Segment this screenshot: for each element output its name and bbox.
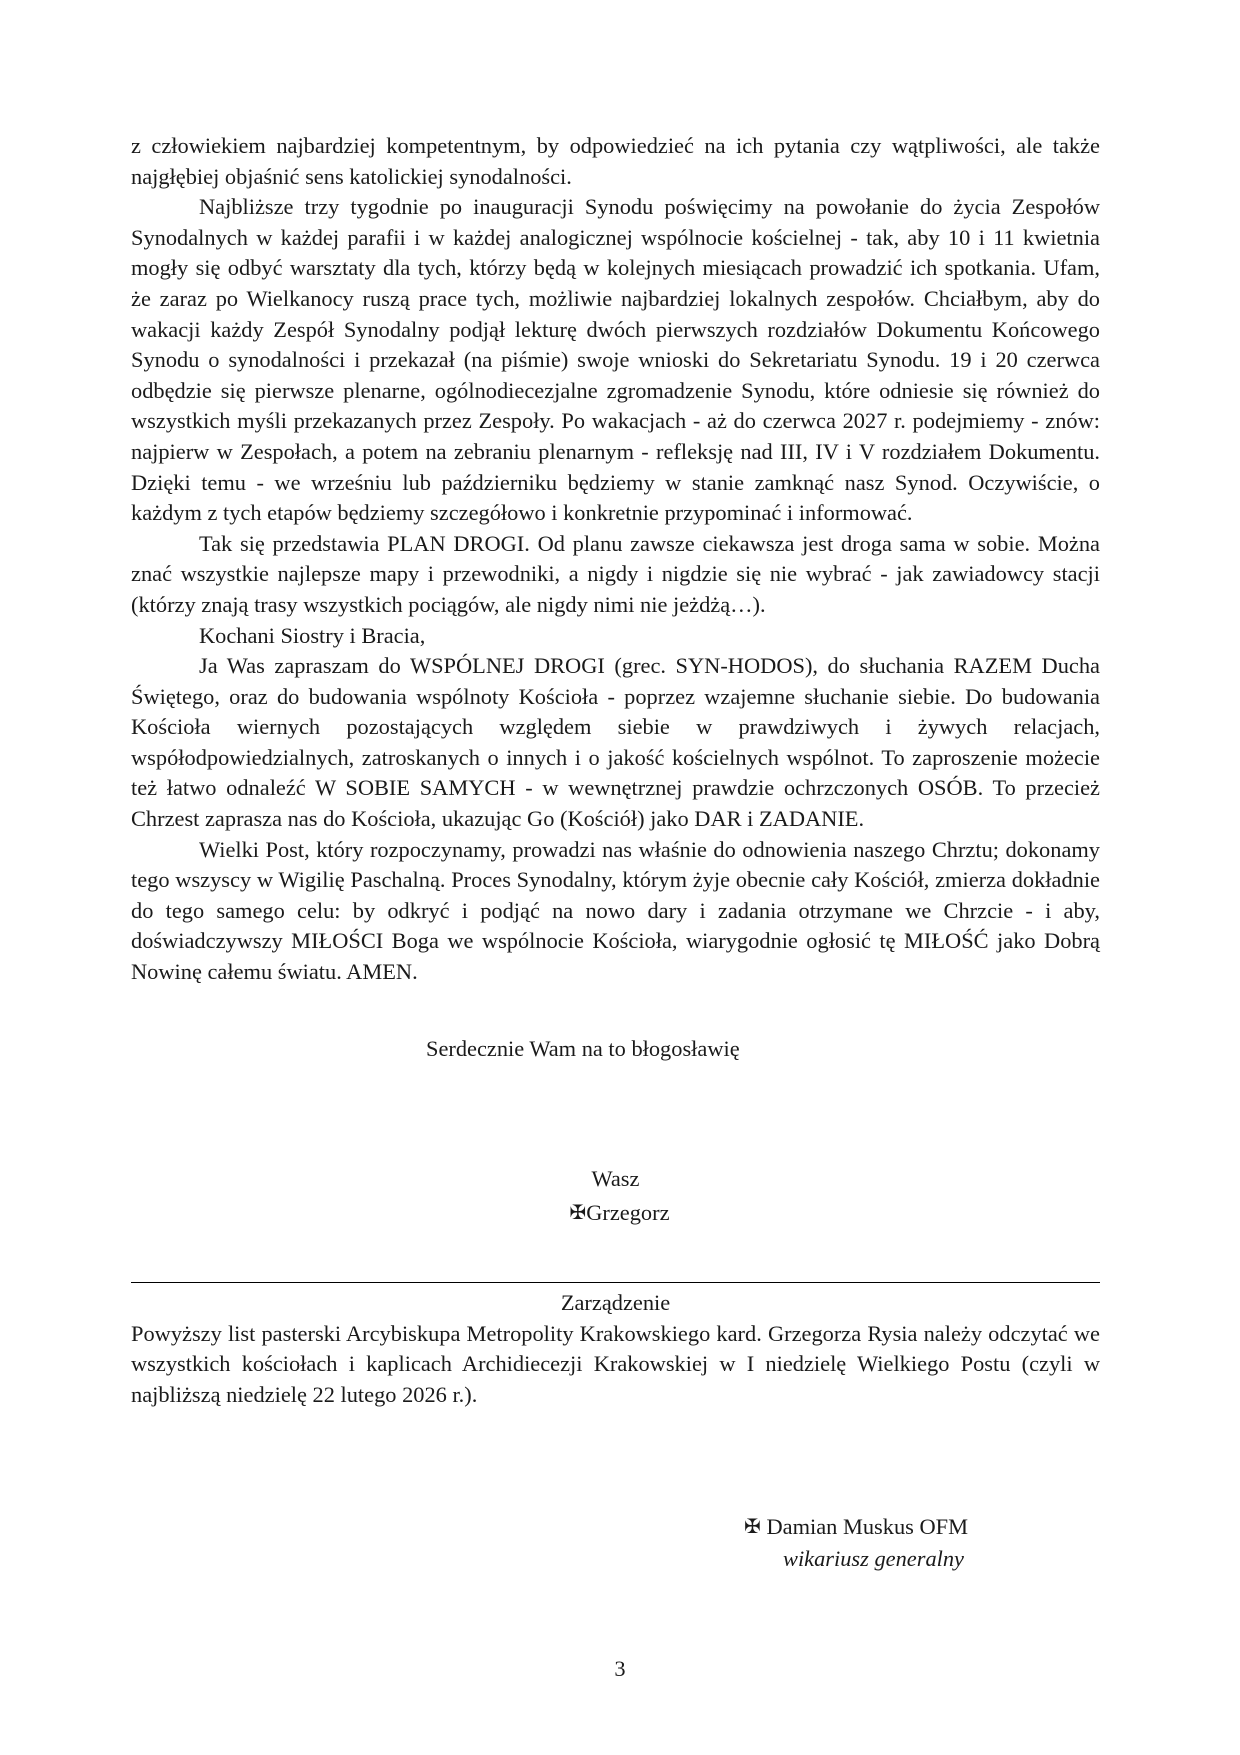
decree-signature-block: [131, 1411, 1100, 1575]
author-signature-block: [131, 1064, 1100, 1230]
paragraph-lent: Wielki Post, który rozpoczynamy, prowadzi nas właśnie do odnowienia naszego Chrztu; dokonamy tego wszyscy w Wigilię Paschalną. Proces Synodalny, którym żyje obecnie cały Kościół, zmierza dokładnie do tego samego celu: by odkryć i podjąć na nowo dary i zadania otrzymane we Chrzcie - i aby, doświadczywszy MIŁOŚCI Boga we wspólnocie Kościoła, wiarygodnie ogłosić tę MIŁOŚĆ jako Dobrą Nowinę całemu światu. AMEN.: [131, 836, 1100, 985]
blessing-line: Serdecznie Wam na to błogosławię: [426, 1035, 740, 1061]
decree-title: Zarządzenie: [560, 1290, 671, 1316]
paragraph-plan-synod: Najbliższe trzy tygodnie po inauguracji Synodu poświęcimy na powołanie do życia Zespołów Synodalnych w każdej parafii i w każdej analogicznej wspólnocie kościelnej - tak, aby 10 i 11 kwietnia mogły się odbyć warsztaty dla tych, którzy będą w kolejnych miesiącach prowadzić ich spotkania. Ufam, że zaraz po Wielkanocy ruszą prace tych, możliwie najbardziej lokalnych zespołów. Chciałbym, aby do wakacji każdy Zespół Synodalny podjął lekturę dwóch pierwszych rozdziałów Dokumentu Końcowego Synodu o synodalności i przekazał (na piśmie) swoje wnioski do Sekretariatu Synodu. 19 i 20 czerwca odbędzie się pierwsze plenarne, ogólnodiecezjalne zgromadzenie Synodu, które odniesie się również do wszystkich myśli przekazanych przez Zespoły. Po wakacjach - aż do czerwca 2027 r. podejmiemy - znów: najpierw w Zespołach, a potem na zebraniu plenarnym - refleksję nad III, IV i V rozdziałem Dokumentu. Dzięki temu - we wrześniu lub październiku będziemy w stanie zamknąć nasz Synod. Oczywiście, o każdym z tych etapów będziemy szczegółowo i konkretnie przypominać i informować.: [131, 194, 1100, 526]
decree-body: Powyższy list pasterski Arcybiskupa Metropolity Krakowskiego kard. Grzegorza Rysia należy odczytać we wszystkich kościołach i kaplicach Archidiecezji Krakowskiej w I niedzielę Wielkiego Postu (czyli w najbliższą niedzielę 22 lutego 2026 r.).: [131, 1320, 1100, 1407]
letter-body: [131, 131, 1100, 988]
decree-signature-name-row: [131, 1511, 968, 1543]
decree-section: [131, 1283, 1100, 1410]
paragraph-plan-drogi: Tak się przedstawia PLAN DROGI. Od planu zawsze ciekawsza jest droga sama w sobie. Można znać wszystkie najlepsze mapy i przewodniki, a nigdy i nigdzie się nie wybrać - jak zawiadowcy stacji (którzy znają trasy wszystkich pociągów, ale nigdy nimi nie jeżdżą…).: [131, 530, 1100, 617]
paragraph-salutation: Kochani Siostry i Bracia,: [199, 622, 426, 648]
page-number: 3: [614, 1656, 626, 1681]
paragraph-continuation: z człowiekiem najbardziej kompetentnym, by odpowiedzieć na ich pytania czy wątpliwości, ale także najgłębiej objaśnić sens katolickiej synodalności.: [131, 133, 1100, 189]
paragraph-invitation: Ja Was zapraszam do WSPÓLNEJ DROGI (grec. SYN-HODOS), do słuchania RAZEM Ducha Świętego, oraz do budowania wspólnoty Kościoła - poprzez wzajemne słuchanie siebie. Do budowania Kościoła wiernych pozostających względem siebie w prawdziwych i żywych relacjach, współodpowiedzialnych, zatroskanych o innych i o jakość kościelnych wspólnot. To zaproszenie możecie też łatwo odnaleźć W SOBIE SAMYCH - w wewnętrznej prawdzie ochrzczonych OSÓB. To przecież Chrzest zaprasza nas do Kościoła, ukazując Go (Kościół) jako DAR i ZADANIE.: [131, 653, 1100, 832]
decree-signature-name: Damian Muskus OFM: [766, 1513, 968, 1539]
signature-name: Grzegorz: [586, 1200, 670, 1226]
signature-name-row: [131, 1196, 1100, 1230]
signature-lead-label: Wasz: [591, 1166, 640, 1192]
maltese-cross-icon: ✠: [569, 1200, 587, 1225]
maltese-cross-icon-2: ✠: [744, 1513, 761, 1538]
decree-signature-role: wikariusz generalny: [783, 1545, 964, 1571]
